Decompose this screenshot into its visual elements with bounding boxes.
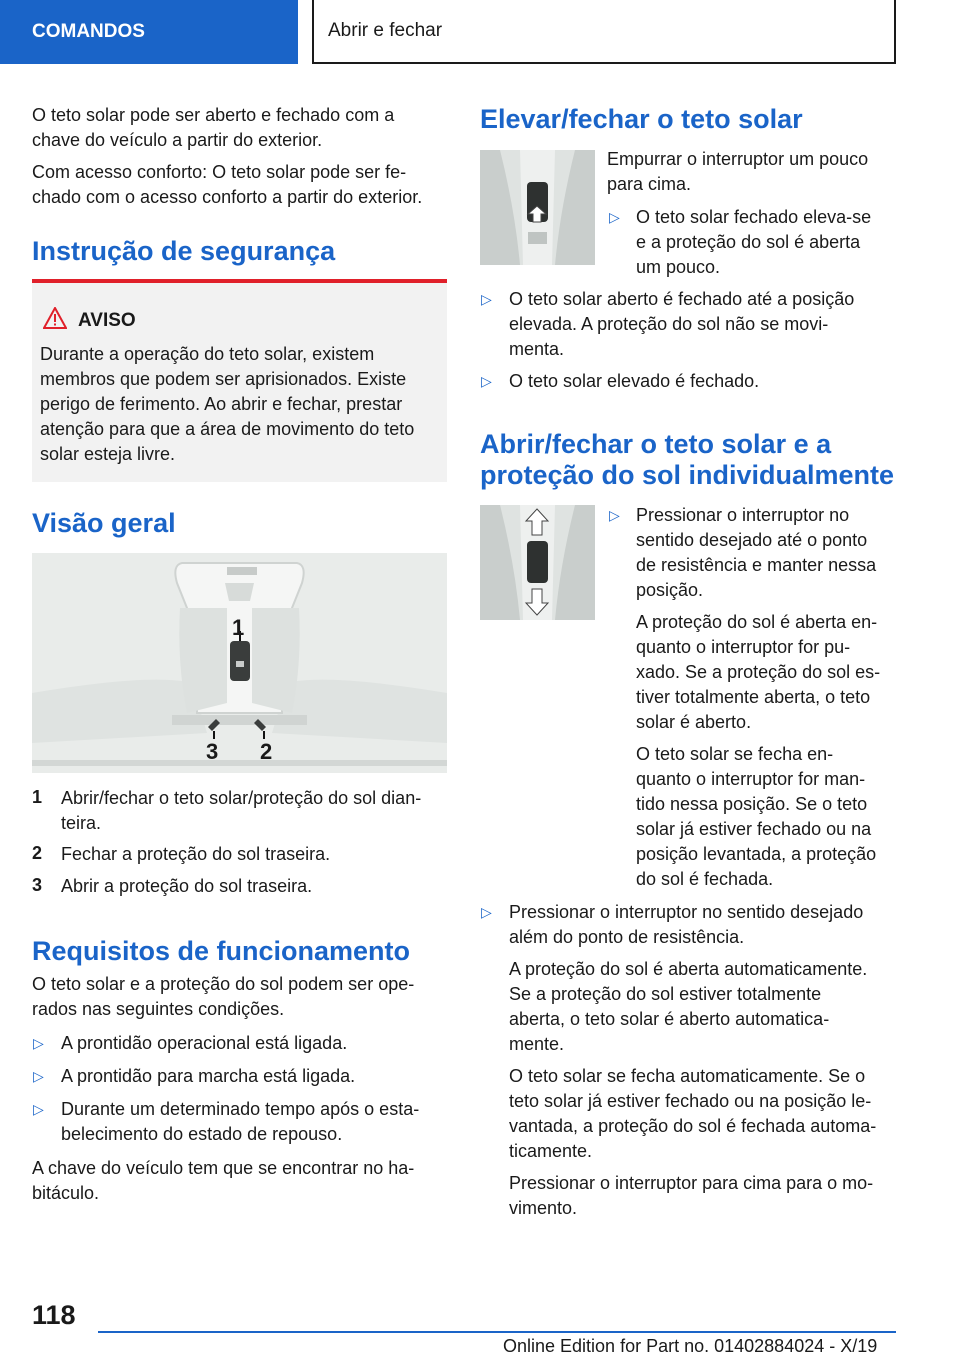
footer-rule <box>98 1331 896 1333</box>
individual-b2: Pressionar o interruptor no sentido desejado <box>509 902 864 922</box>
bullet-triangle-icon: ▷ <box>481 291 492 307</box>
individual-b1-para: tiver totalmente aberta, o teto <box>636 687 871 707</box>
bullet-triangle-icon: ▷ <box>609 209 620 225</box>
warning-title: AVISO <box>78 310 136 331</box>
individual-b1-para: O teto solar se fecha en- <box>636 744 834 764</box>
warning-triangle-icon <box>43 307 67 329</box>
bullet-triangle-icon: ▷ <box>609 507 620 523</box>
overview-heading: Visão geral <box>32 508 176 538</box>
individual-b1-para: posição levantada, a proteção <box>636 844 877 864</box>
callout-1: 1 <box>232 615 245 640</box>
individual-b2-para: mente. <box>509 1034 565 1054</box>
individual-b1-para: solar já estiver fechado ou na <box>636 819 872 839</box>
bullet-triangle-icon: ▷ <box>33 1068 44 1084</box>
raise-sub: O teto solar fechado eleva-se <box>636 207 872 227</box>
warning-line: Durante a operação do teto solar, existem <box>40 344 375 364</box>
individual-b2-para: A proteção do sol é aberta automaticamente. <box>509 959 868 979</box>
individual-b2-para: ticamente. <box>509 1141 593 1161</box>
section-tab <box>0 0 298 64</box>
individual-b2-para: vimento. <box>509 1198 578 1218</box>
bullet-triangle-icon: ▷ <box>33 1101 44 1117</box>
raise-heading: Elevar/fechar o teto solar <box>480 104 803 134</box>
requirements-outro: bitáculo. <box>32 1183 100 1203</box>
individual-b1: de resistência e manter nessa <box>636 555 877 575</box>
individual-heading: proteção do sol individualmente <box>480 460 895 490</box>
raise-bullet: elevada. A proteção do sol não se movi- <box>509 314 829 334</box>
switch-updown-image <box>480 505 595 620</box>
page-number: 118 <box>32 1300 76 1330</box>
overhead-console-image <box>32 553 447 773</box>
bullet-triangle-icon: ▷ <box>481 904 492 920</box>
individual-b1: posição. <box>636 580 704 600</box>
intro-line: chado com o acesso conforto a partir do exterior. <box>32 187 423 207</box>
bullet-triangle-icon: ▷ <box>481 373 492 389</box>
switch-up-image <box>480 150 595 265</box>
warning-line: solar esteja livre. <box>40 444 176 464</box>
individual-b2: além do ponto de resistência. <box>509 927 745 947</box>
individual-b2-para: O teto solar se fecha automaticamente. Se o <box>509 1066 866 1086</box>
warning-box <box>32 279 447 482</box>
individual-heading: Abrir/fechar o teto solar e a <box>480 429 832 459</box>
raise-sub: um pouco. <box>636 257 721 277</box>
individual-b1: Pressionar o interruptor no <box>636 505 850 525</box>
requirements-intro: O teto solar e a proteção do sol podem ser ope- <box>32 974 415 994</box>
bullet-triangle-icon: ▷ <box>33 1035 44 1051</box>
edition-text: Online Edition for Part no. 01402884024 - X/19 <box>503 1336 878 1356</box>
item-text: Abrir/fechar o teto solar/proteção do sol dian- <box>61 788 422 808</box>
item-text: teira. <box>61 813 102 833</box>
individual-b1-para: A proteção do sol é aberta en- <box>636 612 878 632</box>
individual-b1: sentido desejado até o ponto <box>636 530 868 550</box>
requirements-outro: A chave do veículo tem que se encontrar no ha- <box>32 1158 415 1178</box>
individual-b2-para: teto solar já estiver fechado ou na posição le- <box>509 1091 872 1111</box>
callout-3: 3 <box>206 739 219 764</box>
item-number: 2 <box>32 843 43 863</box>
raise-lead: para cima. <box>607 174 692 194</box>
individual-b2-para: Pressionar o interruptor para cima para o mo- <box>509 1173 874 1193</box>
item-number: 1 <box>32 787 43 807</box>
individual-b2-para: Se a proteção do sol estiver totalmente <box>509 984 822 1004</box>
item-text: Fechar a proteção do sol traseira. <box>61 844 331 864</box>
safety-heading: Instrução de segurança <box>32 236 336 266</box>
individual-b1-para: quanto o interruptor for pu- <box>636 637 851 657</box>
requirement-bullet: A prontidão operacional está ligada. <box>61 1033 348 1053</box>
item-number: 3 <box>32 875 43 895</box>
item-text: Abrir a proteção do sol traseira. <box>61 876 313 896</box>
requirement-bullet: Durante um determinado tempo após o esta- <box>61 1099 420 1119</box>
page-header-title <box>312 0 896 64</box>
individual-b1-para: tido nessa posição. Se o teto <box>636 794 868 814</box>
individual-b1-para: xado. Se a proteção do sol es- <box>636 662 881 682</box>
requirements-heading: Requisitos de funcionamento <box>32 936 411 966</box>
raise-bullet: O teto solar aberto é fechado até a posição <box>509 289 855 309</box>
individual-b1-para: solar é aberto. <box>636 712 752 732</box>
requirement-bullet: belecimento do estado de repouso. <box>61 1124 343 1144</box>
individual-b2-para: aberta, o teto solar é aberto automatica- <box>509 1009 830 1029</box>
intro-line: O teto solar pode ser aberto e fechado com a <box>32 105 395 125</box>
callout-2: 2 <box>260 739 273 764</box>
requirements-intro: rados nas seguintes condições. <box>32 999 285 1019</box>
intro-line: Com acesso conforto: O teto solar pode ser fe- <box>32 162 407 182</box>
raise-lead: Empurrar o interruptor um pouco <box>607 149 869 169</box>
chapter-title: Abrir e fechar <box>328 20 443 41</box>
warning-line: membros que podem ser aprisionados. Existe <box>40 369 407 389</box>
individual-b1-para: quanto o interruptor for man- <box>636 769 866 789</box>
warning-line: perigo de ferimento. Ao abrir e fechar, prestar <box>40 394 403 414</box>
individual-b1-para: do sol é fechada. <box>636 869 774 889</box>
individual-b2-para: vantada, a proteção do sol é fechada automa- <box>509 1116 877 1136</box>
raise-bullet: O teto solar elevado é fechado. <box>509 371 760 391</box>
warning-line: atenção para que a área de movimento do teto <box>40 419 415 439</box>
section-label: COMANDOS <box>32 21 145 42</box>
intro-line: chave do veículo a partir do exterior. <box>32 130 323 150</box>
raise-sub: e a proteção do sol é aberta <box>636 232 861 252</box>
requirement-bullet: A prontidão para marcha está ligada. <box>61 1066 356 1086</box>
raise-bullet: menta. <box>509 339 565 359</box>
